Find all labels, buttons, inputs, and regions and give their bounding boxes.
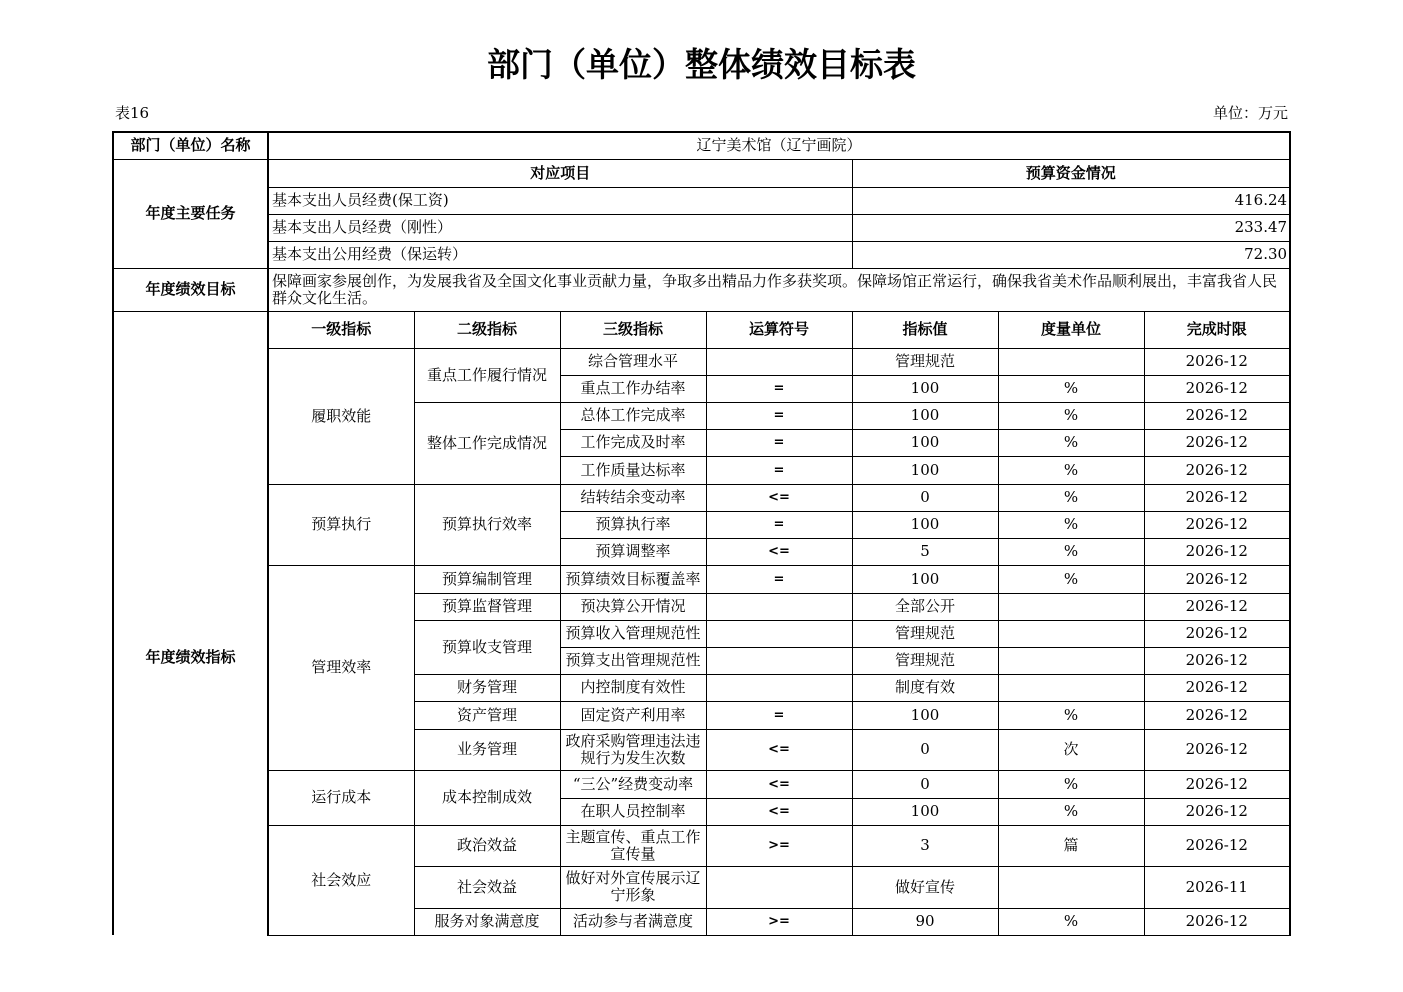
operator-cell [706, 674, 852, 701]
unit-cell: % [998, 429, 1144, 456]
unit-cell: % [998, 484, 1144, 511]
header-level3: 三级指标 [560, 311, 706, 348]
target-value-cell: 90 [852, 908, 998, 935]
target-value-cell: 100 [852, 511, 998, 538]
level3-cell: “三公”经费变动率 [560, 770, 706, 798]
indicator-row [113, 348, 1290, 375]
unit-cell: % [998, 798, 1144, 825]
annual-goal-text: 保障画家参展创作，为发展我省及全国文化事业贡献力量，争取多出精品力作多获奖项。保障场馆正常运行，确保我省美术作品顺利展出，丰富我省人民群众文化生活。 [268, 268, 1290, 311]
level3-cell: 主题宣传、重点工作宣传量 [560, 825, 706, 866]
level2-cell: 预算编制管理 [414, 565, 560, 593]
deadline-cell: 2026-11 [1144, 866, 1290, 908]
deadline-cell: 2026-12 [1144, 647, 1290, 674]
unit-cell [998, 866, 1144, 908]
level3-cell: 内控制度有效性 [560, 674, 706, 701]
annual-goal-label: 年度绩效目标 [113, 268, 268, 311]
header-target: 指标值 [852, 311, 998, 348]
target-value-cell: 管理规范 [852, 620, 998, 647]
deadline-cell: 2026-12 [1144, 825, 1290, 866]
target-value-cell: 管理规范 [852, 647, 998, 674]
operator-cell [706, 593, 852, 620]
indicator-row [113, 770, 1290, 798]
level2-cell: 预算监督管理 [414, 593, 560, 620]
tasks-header-item: 对应项目 [268, 159, 852, 187]
indicator-row [113, 565, 1290, 593]
deadline-cell: 2026-12 [1144, 511, 1290, 538]
unit-note: 单位：万元 [1212, 104, 1288, 122]
level3-cell: 工作质量达标率 [560, 456, 706, 484]
level3-cell: 预算收入管理规范性 [560, 620, 706, 647]
target-value-cell: 0 [852, 484, 998, 511]
deadline-cell: 2026-12 [1144, 798, 1290, 825]
deadline-cell: 2026-12 [1144, 565, 1290, 593]
task-item: 基本支出公用经费（保运转） [268, 241, 852, 268]
unit-cell: % [998, 375, 1144, 402]
target-value-cell: 0 [852, 729, 998, 770]
operator-cell [706, 620, 852, 647]
unit-cell: % [998, 402, 1144, 429]
operator-cell [706, 647, 852, 674]
header-unit: 度量单位 [998, 311, 1144, 348]
performance-goal-table [112, 131, 1291, 936]
level2-cell: 服务对象满意度 [414, 908, 560, 935]
unit-cell [998, 348, 1144, 375]
operator-cell: <= [706, 798, 852, 825]
unit-cell [998, 593, 1144, 620]
unit-cell: % [998, 456, 1144, 484]
task-budget: 72.30 [852, 241, 1290, 268]
deadline-cell: 2026-12 [1144, 620, 1290, 647]
operator-cell: <= [706, 729, 852, 770]
level3-cell: 政府采购管理违法违规行为发生次数 [560, 729, 706, 770]
target-value-cell: 100 [852, 565, 998, 593]
operator-cell: = [706, 402, 852, 429]
task-row [113, 187, 1290, 214]
level3-cell: 预算支出管理规范性 [560, 647, 706, 674]
level3-cell: 活动参与者满意度 [560, 908, 706, 935]
unit-cell: % [998, 908, 1144, 935]
deadline-cell: 2026-12 [1144, 402, 1290, 429]
department-row [113, 132, 1290, 159]
target-value-cell: 100 [852, 456, 998, 484]
page-title: 部门（单位）整体绩效目标表 [487, 45, 916, 84]
deadline-cell: 2026-12 [1144, 484, 1290, 511]
level3-cell: 结转结余变动率 [560, 484, 706, 511]
level3-cell: 综合管理水平 [560, 348, 706, 375]
target-value-cell: 管理规范 [852, 348, 998, 375]
unit-cell: % [998, 538, 1144, 565]
level2-cell: 社会效益 [414, 866, 560, 908]
operator-cell: = [706, 429, 852, 456]
level3-cell: 预决算公开情况 [560, 593, 706, 620]
task-budget: 233.47 [852, 214, 1290, 241]
task-item: 基本支出人员经费(保工资) [268, 187, 852, 214]
deadline-cell: 2026-12 [1144, 375, 1290, 402]
operator-cell [706, 348, 852, 375]
level3-cell: 预算调整率 [560, 538, 706, 565]
operator-cell: = [706, 511, 852, 538]
operator-cell [706, 866, 852, 908]
task-item: 基本支出人员经费（刚性） [268, 214, 852, 241]
level2-cell: 预算执行效率 [414, 484, 560, 565]
target-value-cell: 做好宣传 [852, 866, 998, 908]
level2-cell: 资产管理 [414, 701, 560, 729]
indicator-row [113, 484, 1290, 511]
task-row [113, 214, 1290, 241]
table-body [113, 132, 1290, 935]
deadline-cell: 2026-12 [1144, 593, 1290, 620]
target-value-cell: 100 [852, 375, 998, 402]
table-number: 表16 [115, 104, 150, 122]
level3-cell: 做好对外宣传展示辽宁形象 [560, 866, 706, 908]
unit-cell: % [998, 701, 1144, 729]
level1-cell: 履职效能 [268, 348, 414, 484]
deadline-cell: 2026-12 [1144, 701, 1290, 729]
level1-cell: 管理效率 [268, 565, 414, 770]
deadline-cell: 2026-12 [1144, 729, 1290, 770]
target-value-cell: 3 [852, 825, 998, 866]
unit-cell: % [998, 770, 1144, 798]
operator-cell: = [706, 375, 852, 402]
tasks-header-row [113, 159, 1290, 187]
annual-indicators-label: 年度绩效指标 [113, 311, 268, 935]
level2-cell: 预算收支管理 [414, 620, 560, 674]
operator-cell: >= [706, 908, 852, 935]
level2-cell: 重点工作履行情况 [414, 348, 560, 402]
header-level1: 一级指标 [268, 311, 414, 348]
level3-cell: 总体工作完成率 [560, 402, 706, 429]
level1-cell: 运行成本 [268, 770, 414, 825]
department-label: 部门（单位）名称 [113, 132, 268, 159]
unit-cell: 篇 [998, 825, 1144, 866]
unit-cell: % [998, 511, 1144, 538]
target-value-cell: 100 [852, 798, 998, 825]
level2-cell: 整体工作完成情况 [414, 402, 560, 484]
unit-cell [998, 674, 1144, 701]
header-level2: 二级指标 [414, 311, 560, 348]
level3-cell: 预算执行率 [560, 511, 706, 538]
deadline-cell: 2026-12 [1144, 908, 1290, 935]
deadline-cell: 2026-12 [1144, 538, 1290, 565]
target-value-cell: 制度有效 [852, 674, 998, 701]
unit-cell: % [998, 565, 1144, 593]
goal-row [113, 268, 1290, 311]
task-budget: 416.24 [852, 187, 1290, 214]
operator-cell: <= [706, 538, 852, 565]
header-deadline: 完成时限 [1144, 311, 1290, 348]
deadline-cell: 2026-12 [1144, 348, 1290, 375]
header-operator: 运算符号 [706, 311, 852, 348]
operator-cell: <= [706, 770, 852, 798]
target-value-cell: 5 [852, 538, 998, 565]
annual-tasks-label: 年度主要任务 [113, 159, 268, 268]
level1-cell: 预算执行 [268, 484, 414, 565]
indicator-header-row [113, 311, 1290, 348]
operator-cell: >= [706, 825, 852, 866]
unit-cell [998, 620, 1144, 647]
operator-cell: <= [706, 484, 852, 511]
level3-cell: 工作完成及时率 [560, 429, 706, 456]
level3-cell: 重点工作办结率 [560, 375, 706, 402]
target-value-cell: 100 [852, 402, 998, 429]
tasks-header-budget: 预算资金情况 [852, 159, 1290, 187]
target-value-cell: 100 [852, 429, 998, 456]
target-value-cell: 全部公开 [852, 593, 998, 620]
operator-cell: = [706, 565, 852, 593]
level1-cell: 社会效应 [268, 825, 414, 935]
level3-cell: 在职人员控制率 [560, 798, 706, 825]
target-value-cell: 100 [852, 701, 998, 729]
level2-cell: 政治效益 [414, 825, 560, 866]
level3-cell: 固定资产利用率 [560, 701, 706, 729]
level3-cell: 预算绩效目标覆盖率 [560, 565, 706, 593]
level2-cell: 业务管理 [414, 729, 560, 770]
indicator-row [113, 825, 1290, 866]
deadline-cell: 2026-12 [1144, 770, 1290, 798]
level2-cell: 成本控制成效 [414, 770, 560, 825]
department-name: 辽宁美术馆（辽宁画院） [268, 132, 1290, 159]
unit-cell: 次 [998, 729, 1144, 770]
deadline-cell: 2026-12 [1144, 456, 1290, 484]
level2-cell: 财务管理 [414, 674, 560, 701]
operator-cell: = [706, 456, 852, 484]
unit-cell [998, 647, 1144, 674]
deadline-cell: 2026-12 [1144, 674, 1290, 701]
task-row [113, 241, 1290, 268]
target-value-cell: 0 [852, 770, 998, 798]
deadline-cell: 2026-12 [1144, 429, 1290, 456]
operator-cell: = [706, 701, 852, 729]
